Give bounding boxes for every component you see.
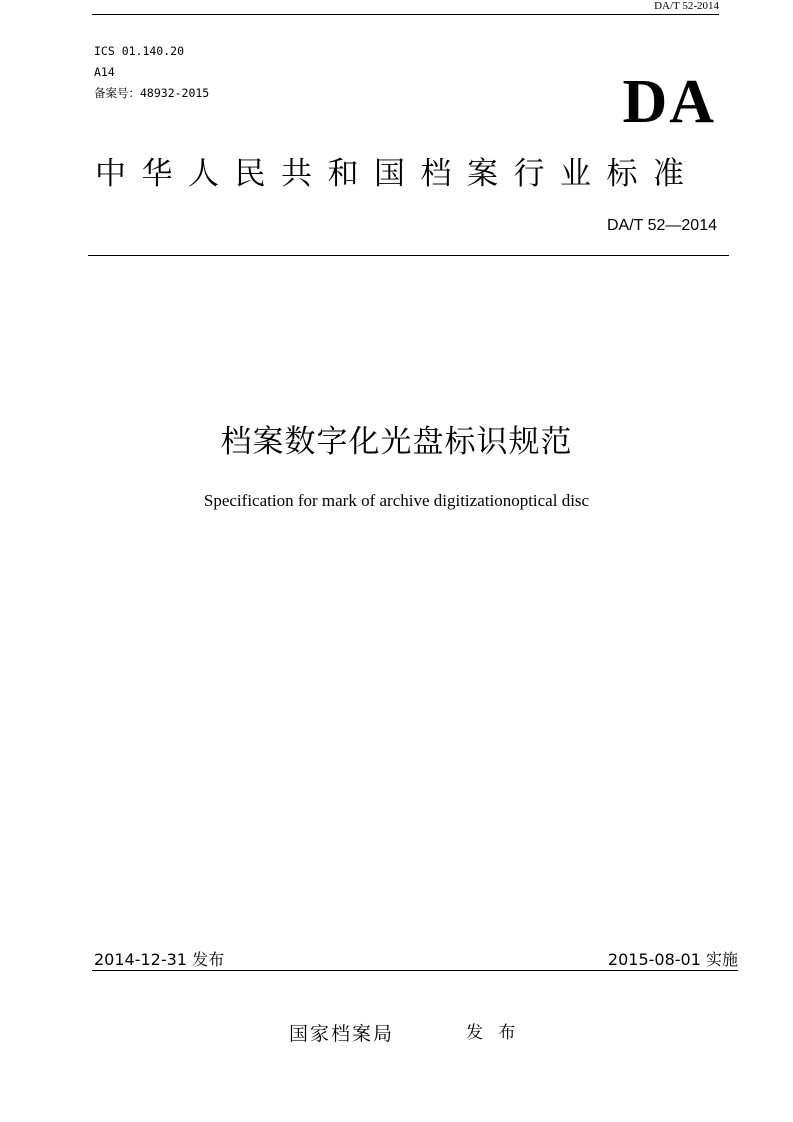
issue-date: 2014-12-31 发布 [94, 950, 225, 969]
issuing-action: 发 布 [466, 1023, 521, 1043]
issuing-authority: 国家档案局 [289, 1023, 395, 1045]
classification-block [94, 41, 209, 104]
running-header [92, 0, 719, 15]
filing-number: 备案号：48932-2015 [94, 86, 210, 100]
standard-number: DA/T 52—2014 [607, 217, 717, 234]
footer-divider [92, 970, 738, 971]
ics-code: ICS 01.140.20 [94, 44, 185, 58]
header-divider [88, 255, 729, 256]
effective-date: 2015-08-01 实施 [607, 950, 738, 969]
running-header-text: DA/T 52-2014 [654, 0, 719, 12]
standard-type-heading: 中华人民共和国档案行业标准 [95, 156, 700, 192]
ccs-code: A14 [94, 65, 115, 79]
document-title-zh: 档案数字化光盘标识规范 [220, 424, 573, 460]
da-logo: DA [622, 68, 716, 136]
document-title-en: Specification for mark of archive digitizationoptical disc [203, 491, 590, 510]
